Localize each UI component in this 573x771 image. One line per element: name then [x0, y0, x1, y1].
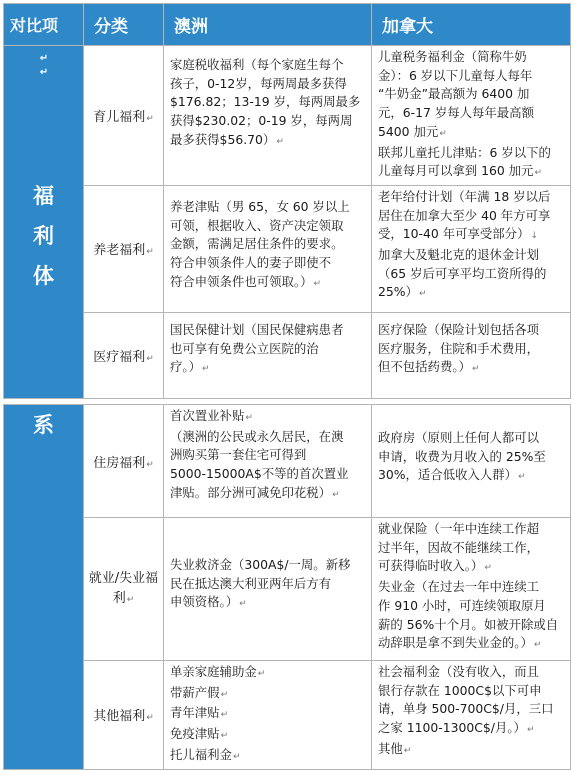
text-line: 青年津贴 [170, 705, 220, 721]
australia-cell [164, 405, 372, 518]
return-mark: ↵ [484, 563, 492, 574]
category-label: 住房福利 [93, 455, 146, 471]
category-cell [84, 661, 164, 770]
canada-cell [372, 405, 571, 518]
text-line: 家庭税收福利（每个家庭生每个 [170, 57, 344, 72]
text-line: 医疗保险（保险计划包括各项 [378, 321, 540, 337]
text-line: 医疗服务，住院和手术费用， [378, 340, 540, 356]
text-line: 银行存款在 1000C$以下可申 [378, 682, 542, 698]
category-cell [84, 46, 164, 186]
text-line: 作 910 小时，可连续领取原月 [378, 597, 546, 613]
text-line: 5400 加元 [378, 123, 439, 139]
return-mark: ↵ [201, 364, 210, 375]
text-line: 免疫津贴 [170, 726, 220, 742]
category-label: 医疗福利 [93, 349, 146, 365]
text-line: 老年给付计划（年满 18 岁以后 [378, 188, 551, 204]
return-mark: ↵ [276, 136, 284, 147]
text-line: 托儿福利金 [170, 746, 232, 762]
text-line: 带薪产假 [170, 684, 220, 700]
return-mark: ↵ [332, 489, 340, 500]
return-mark: ↵ [220, 689, 229, 700]
return-mark: ↵ [471, 364, 480, 375]
row-housing [4, 405, 571, 518]
text-line: 动辞职是拿不到失业金的。） [378, 635, 533, 651]
australia-cell [164, 518, 372, 661]
header-australia: 澳洲 [164, 4, 372, 46]
text-line: 疗。） [170, 359, 201, 375]
return-mark: ↵ [403, 745, 412, 756]
header-row [4, 4, 571, 46]
text-line: 25%） [378, 284, 418, 300]
side-char-li: 利 [33, 224, 54, 248]
return-mark: ↵ [146, 247, 154, 258]
canada-cell [372, 661, 571, 770]
australia-cell [164, 185, 372, 312]
text-line: （65 岁后可享平均工资所得的 [378, 265, 547, 281]
text-line: 就业保险（一年中连续工作超 [378, 521, 540, 536]
text-line: 最多获得$56.70） [170, 131, 276, 147]
canada-cell [372, 312, 571, 398]
return-mark: ↵ [534, 168, 542, 179]
return-mark: ↵ [126, 594, 135, 605]
return-mark: ↵ [313, 278, 322, 289]
text-line: 可获得临时收入。） [378, 558, 484, 574]
return-mark: ↵ [257, 669, 266, 679]
header-category: 分类 [84, 4, 164, 46]
category-label: 育儿福利 [93, 109, 146, 125]
text-line: 首次置业补贴 [170, 408, 245, 423]
text-line: 单亲家庭辅助金 [170, 664, 257, 679]
text-line: 申领资格。） [170, 594, 239, 610]
row-childcare [4, 46, 571, 186]
text-line: “牛奶金”最高额为 6400 加 [378, 86, 530, 102]
australia-cell [164, 46, 372, 186]
return-mark: ↵ [245, 413, 253, 423]
text-line: 5000-15000A$不等的首次置业 [170, 466, 349, 482]
text-line: 失业金（在过去一年中连续工 [378, 579, 540, 595]
category-cell [84, 312, 164, 398]
text-line: $176.82；13-19 岁，每两周最多 [170, 94, 361, 110]
australia-cell [164, 312, 372, 398]
text-line: 获得$230.02；0-19 岁，每两周 [170, 113, 353, 129]
side-char-xi: 系 [33, 413, 54, 437]
text-line: 金额，需满足居住条件的要求。 [170, 236, 344, 252]
category-label: 就业/失业福利 [88, 570, 159, 606]
text-line: 薪的 56%十个月。如被开除或自 [378, 616, 559, 632]
row-pension [4, 185, 571, 312]
text-line: 加拿大及魁北克的退休金计划 [378, 247, 540, 263]
text-line: 受，10-40 年可享受部分） [378, 226, 530, 242]
category-cell [84, 185, 164, 312]
side-label-welfare-system-cont [4, 405, 84, 770]
side-char-fu: 福 [33, 184, 54, 208]
text-line: 失业救济金（300A$/一周。新移 [170, 557, 351, 572]
text-line: 养老津贴（男 65，女 60 岁以上 [170, 198, 350, 214]
return-mark: ↵ [39, 67, 49, 78]
text-line: 也可享有免费公立医院的治 [170, 340, 319, 356]
row-employment [4, 518, 571, 661]
header-compare-item: 对比项 [4, 4, 84, 46]
side-label-welfare-system [4, 46, 84, 399]
return-mark: ↵ [146, 113, 154, 124]
category-cell [84, 518, 164, 661]
row-medical [4, 312, 571, 398]
text-line: 申请，收费为月收入的 25%至 [378, 448, 546, 464]
text-line: 但不包括药费。） [378, 359, 471, 375]
return-mark: ↵ [146, 713, 154, 724]
row-other [4, 661, 571, 770]
welfare-comparison-table-bottom [3, 404, 571, 770]
text-line: 符合申领条件也可领取。） [170, 273, 313, 289]
return-mark: ↵ [39, 53, 49, 64]
return-mark: ↵ [220, 731, 229, 742]
text-line: 元，6-17 岁每人每年最高额 [378, 105, 534, 121]
text-line: 津贴。部分洲可减免印花税） [170, 484, 332, 500]
text-line: 民在抵达澳大利亚两年后方有 [170, 575, 332, 591]
header-canada: 加拿大 [372, 4, 571, 46]
text-line: 社会福利金（没有收入，而且 [378, 664, 540, 679]
category-label: 养老福利 [93, 243, 146, 259]
australia-cell [164, 661, 372, 770]
text-line: 洲购买第一套住宅可得到 [170, 447, 307, 463]
text-line: 过半年，因故不能继续工作， [378, 539, 540, 555]
return-mark: ↓ [530, 231, 539, 242]
return-mark: ↵ [232, 751, 241, 762]
text-line: 金）：6 岁以下儿童每人每年 [378, 67, 533, 83]
return-mark: ↵ [439, 128, 447, 139]
text-line: 政府房（原则上任何人都可以 [378, 430, 540, 445]
canada-cell [372, 185, 571, 312]
return-mark: ↵ [418, 289, 427, 300]
text-line: 联邦儿童托儿津贴：6 岁以下的 [378, 144, 551, 160]
canada-cell [372, 46, 571, 186]
return-mark: ↵ [146, 459, 154, 470]
canada-cell [372, 518, 571, 661]
category-label: 其他福利 [93, 709, 146, 725]
text-line: （澳洲的公民或永久居民，在澳 [170, 428, 344, 444]
text-line: 请，单身 500-700C$/月，三口 [378, 701, 554, 717]
text-line: 儿童税务福利金（简称牛奶 [378, 49, 527, 64]
welfare-comparison-table-top [3, 3, 571, 399]
text-line: 居住在加拿大至少 40 年方可享 [378, 207, 551, 223]
return-mark: ↵ [518, 472, 526, 483]
text-line: 孩子，0-12岁，每两周最多获得 [170, 75, 347, 91]
text-line: 儿童每月可以拿到 160 加元 [378, 163, 534, 179]
text-line: 国民保健计划（国民保健病患者 [170, 321, 344, 337]
text-line: 符合申领条件人的妻子即使不 [170, 255, 332, 271]
return-mark: ↵ [239, 599, 247, 610]
text-line: 其他 [378, 740, 403, 756]
category-cell [84, 405, 164, 518]
return-mark: ↵ [526, 725, 535, 736]
return-mark: ↵ [220, 710, 229, 721]
side-char-ti: 体 [33, 264, 54, 288]
text-line: 可领，根据收入、资产决定领取 [170, 217, 344, 233]
return-mark: ↵ [533, 640, 542, 651]
text-line: 之家 1100-1300C$/月。） [378, 720, 526, 736]
text-line: 30%，适合低收入人群） [378, 467, 518, 483]
return-mark: ↵ [146, 353, 154, 364]
